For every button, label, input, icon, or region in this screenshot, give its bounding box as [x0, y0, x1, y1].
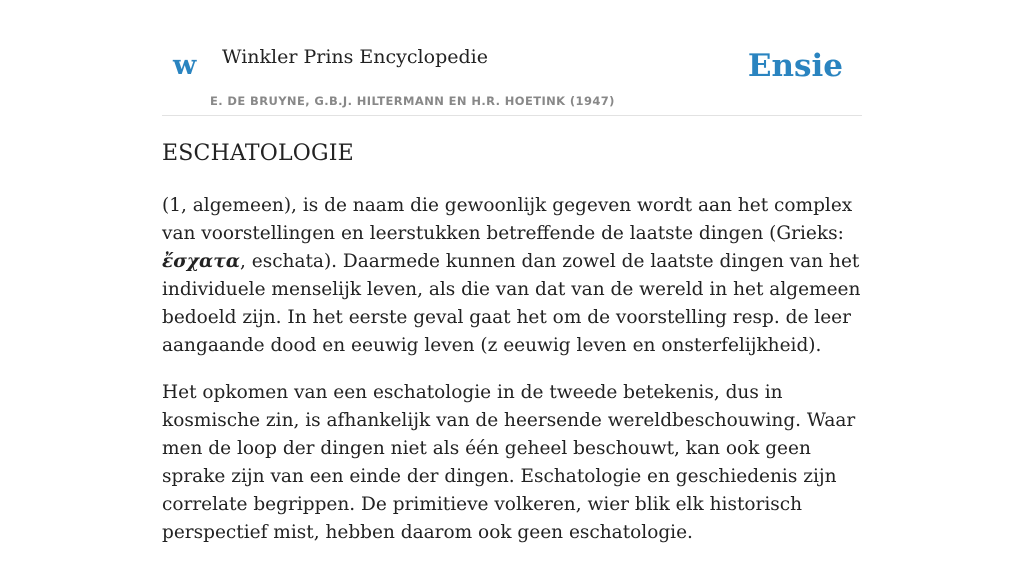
article-title: ESCHATOLOGIE — [162, 141, 354, 166]
article-body — [162, 192, 862, 566]
source-authors: E. DE BRUYNE, G.B.J. HILTERMANN EN H.R. HOETINK (1947) — [210, 94, 615, 108]
source-title[interactable]: Winkler Prins Encyclopedie — [222, 46, 488, 68]
paragraph-2: Het opkomen van een eschatologie in de tweede betekenis, dus in kosmische zin, is afhankelijk van de heersende wereldbeschouwing. Waar men de loop der dingen niet als één geheel beschouwt, kan ook geen sprake zijn van een einde der dingen. Eschatologie en geschiedenis zijn correlate begrippen. De primitieve volkeren, wier blik elk historisch perspectief mist, hebben daarom ook geen eschatologie. — [162, 382, 856, 543]
paragraph-1-text-a: (1, algemeen), is de naam die gewoonlijk gegeven wordt aan het complex van voorstellingen en leerstukken betreffende de laatste dingen (Grieks: — [162, 195, 853, 244]
brand-logo[interactable]: Ensie — [747, 48, 843, 84]
source-logo[interactable]: w — [173, 50, 197, 81]
paragraph-1-text-b: , eschata). Daarmede kunnen dan zowel de laatste dingen van het individuele menselijk leven, als die van dat van de wereld in het algemeen bedoeld zijn. In het eerste geval gaat het om de voorstelling resp. de leer aangaande dood en eeuwig leven (z eeuwig leven en onsterfelijkheid). — [162, 251, 861, 356]
page-container — [162, 0, 862, 543]
source-header — [162, 0, 862, 116]
paragraph-1 — [162, 192, 862, 360]
greek-term: ἔσχατα — [162, 251, 240, 272]
